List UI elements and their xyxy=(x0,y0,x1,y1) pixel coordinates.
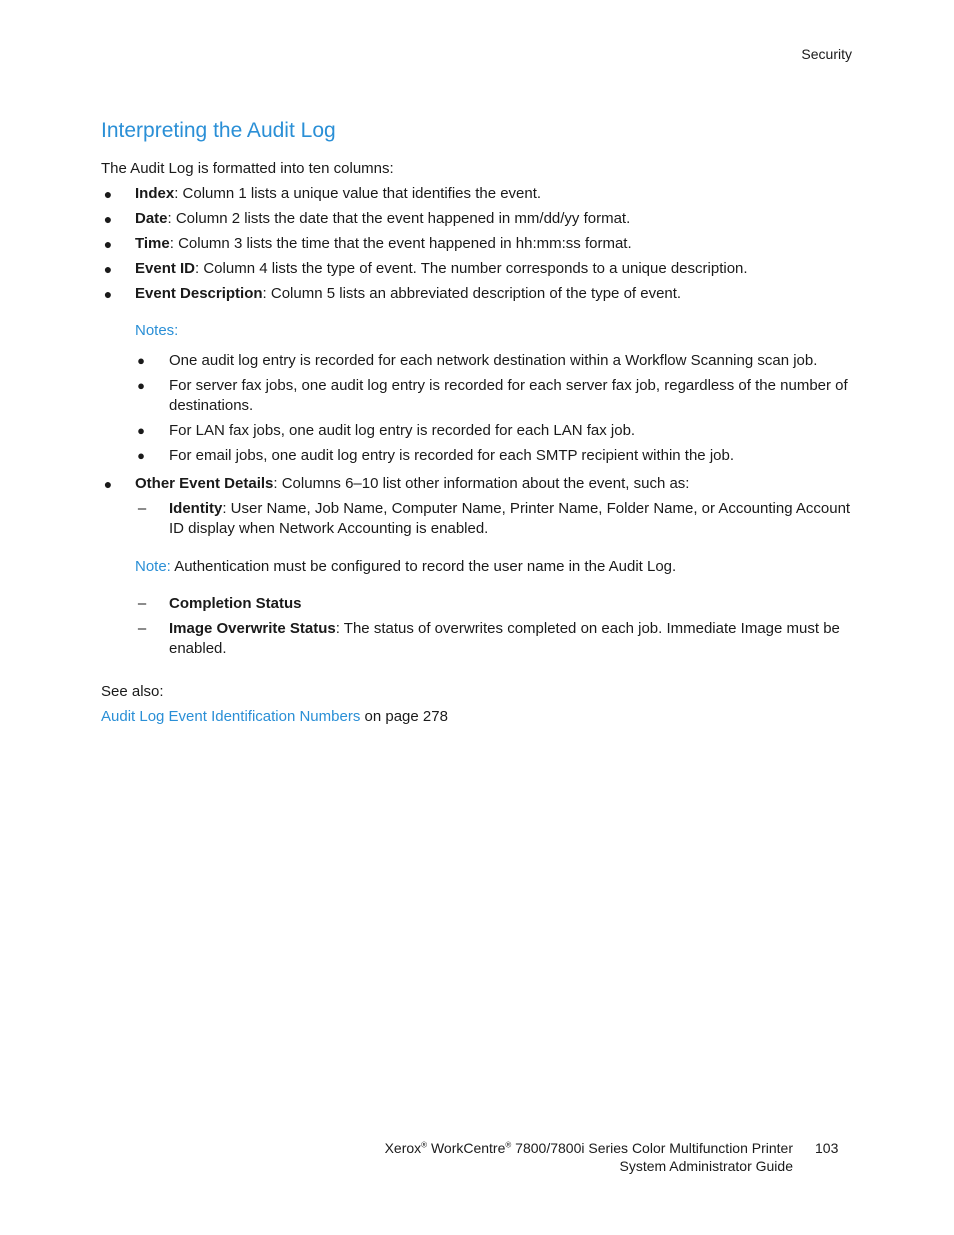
term: Identity xyxy=(169,500,223,517)
term: Completion Status xyxy=(169,595,302,612)
note-text: For email jobs, one audit log entry is recorded for each SMTP recipient within the job. xyxy=(169,447,735,464)
term: Image Overwrite Status xyxy=(169,620,336,637)
bullet-icon: ● xyxy=(137,353,145,368)
note-text: For server fax jobs, one audit log entry is recorded for each server fax job, regardless of the number of destinations. xyxy=(169,377,848,414)
note-text: Authentication must be configured to record the user name in the Audit Log. xyxy=(170,558,677,575)
intro-paragraph: The Audit Log is formatted into ten columns: xyxy=(101,160,394,177)
page-number: 103 xyxy=(815,1140,839,1156)
bullet-icon: ● xyxy=(103,286,113,302)
description: : The status of overwrites completed on each job. Immediate Image must be enabled. xyxy=(169,620,840,657)
page-reference: on page 278 xyxy=(360,708,448,725)
description: : Column 5 lists an abbreviated description of the type of event. xyxy=(262,285,682,302)
note-text: For LAN fax jobs, one audit log entry is recorded for each LAN fax job. xyxy=(169,422,636,439)
bullet-icon: ● xyxy=(137,378,145,393)
term: Other Event Details xyxy=(135,475,274,492)
term: Date xyxy=(135,210,168,227)
notes-label: Notes: xyxy=(135,322,179,339)
note-label: Note: xyxy=(135,558,171,575)
description: : Column 4 lists the type of event. The number corresponds to a unique description. xyxy=(195,260,748,277)
term: Index xyxy=(135,185,175,202)
page-footer xyxy=(385,1139,793,1175)
bullet-icon: ● xyxy=(137,423,145,438)
bullet-icon: ● xyxy=(103,236,113,252)
footer-product-line xyxy=(385,1139,793,1157)
see-also-label: See also: xyxy=(101,683,164,700)
audit-log-event-ids-link[interactable]: Audit Log Event Identification Numbers xyxy=(101,708,361,725)
note-text: One audit log entry is recorded for each network destination within a Workflow Scanning scan job. xyxy=(169,352,818,369)
brand-name: Xerox xyxy=(384,1140,422,1156)
model-name: 7800/7800i Series Color Multifunction Printer xyxy=(511,1140,793,1156)
description: : User Name, Job Name, Computer Name, Printer Name, Folder Name, or Accounting Account ID display when Network Accounting is enabled. xyxy=(169,500,851,537)
bullet-icon: ● xyxy=(103,211,113,227)
note-callout xyxy=(135,557,895,577)
term: Event Description xyxy=(135,285,263,302)
bullet-icon: ● xyxy=(103,476,113,492)
dash-icon: – xyxy=(137,595,147,612)
running-header: Security xyxy=(801,46,852,62)
dash-icon: – xyxy=(137,500,147,517)
dash-icon: – xyxy=(137,620,147,637)
bullet-icon: ● xyxy=(137,448,145,463)
bullet-icon: ● xyxy=(103,186,113,202)
registered-mark: ® xyxy=(421,1140,428,1150)
term: Event ID xyxy=(135,260,196,277)
description: : Column 1 lists a unique value that identifies the event. xyxy=(174,185,542,202)
description: : Column 2 lists the date that the event happened in mm/dd/yy format. xyxy=(167,210,631,227)
footer-guide-title: System Administrator Guide xyxy=(619,1158,793,1174)
description: : Columns 6–10 list other information about the event, such as: xyxy=(273,475,690,492)
term: Time xyxy=(135,235,170,252)
see-also-reference xyxy=(101,707,448,727)
page-title: Interpreting the Audit Log xyxy=(101,119,336,142)
description: : Column 3 lists the time that the event happened in hh:mm:ss format. xyxy=(169,235,632,252)
product-name: WorkCentre xyxy=(427,1140,506,1156)
registered-mark: ® xyxy=(505,1140,512,1150)
bullet-icon: ● xyxy=(103,261,113,277)
